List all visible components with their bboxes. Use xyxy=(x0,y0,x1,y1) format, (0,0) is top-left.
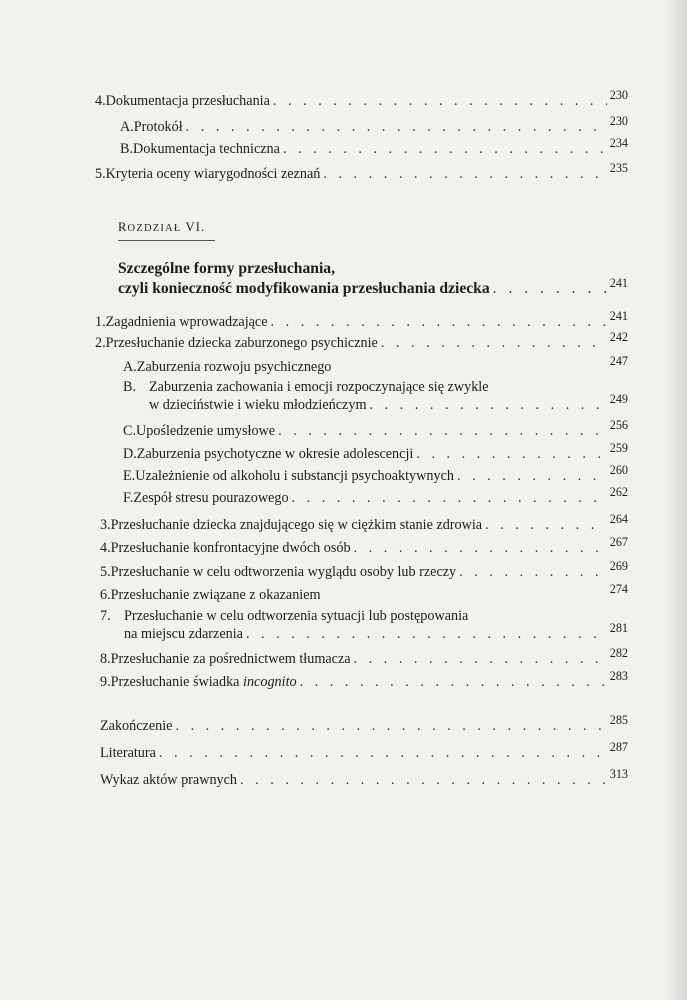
dot-leader xyxy=(354,539,607,557)
entry-title: Zaburzenia rozwoju psychicznego xyxy=(136,359,332,375)
entry-title: Przesłuchanie w celu odtworzenia wyglądu osoby lub rzeczy xyxy=(110,564,457,580)
dot-leader xyxy=(240,771,607,789)
toc-entry xyxy=(95,330,628,352)
entry-title: Zagadnienia wprowadzające xyxy=(105,314,268,330)
chapter-title-line2: czyli konieczność modyfikowania przesłuchania dziecka xyxy=(118,280,490,297)
entry-page: 283 xyxy=(609,669,628,683)
entry-page: 287 xyxy=(609,740,628,754)
entry-number: 7. xyxy=(100,608,111,624)
toc-entry xyxy=(123,441,628,463)
entry-page: 230 xyxy=(609,114,628,128)
entry-number: 1. xyxy=(95,314,106,330)
toc-entry xyxy=(100,582,628,604)
toc-entry xyxy=(100,767,628,789)
toc-entry xyxy=(120,114,628,136)
entry-title: Literatura xyxy=(100,745,156,761)
dot-leader xyxy=(159,744,607,762)
dot-leader xyxy=(485,516,607,534)
entry-title-line1: Przesłuchanie w celu odtworzenia sytuacji lub postępowania xyxy=(124,608,469,624)
entry-page: 242 xyxy=(609,330,628,344)
toc-entry xyxy=(100,646,628,668)
dot-leader xyxy=(278,422,607,440)
entry-title: Zaburzenia psychotyczne w okresie adolescencji xyxy=(136,446,414,462)
dot-leader xyxy=(459,563,607,581)
entry-page: 269 xyxy=(609,559,628,573)
entry-number: F. xyxy=(123,490,134,506)
entry-number: 4. xyxy=(95,93,106,109)
entry-title: Dokumentacja przesłuchania xyxy=(105,93,270,109)
entry-title: Przesłuchanie dziecka znajdującego się w ciężkim stanie zdrowia xyxy=(110,517,483,533)
chapter-label-rest: OZDZIAŁ xyxy=(127,223,182,234)
toc-entry xyxy=(123,378,628,414)
entry-number: 5. xyxy=(95,166,106,182)
toc-entry xyxy=(123,485,628,507)
entry-page: 282 xyxy=(609,646,628,660)
dot-leader xyxy=(457,467,607,485)
chapter-title xyxy=(118,259,628,299)
entry-title: Protokół xyxy=(133,119,183,135)
entry-number: C. xyxy=(123,423,137,439)
entry-page: 247 xyxy=(609,354,628,368)
entry-page: 274 xyxy=(609,582,628,596)
entry-number: D. xyxy=(123,446,137,462)
entry-title-text: Przesłuchanie świadka xyxy=(110,674,244,690)
dot-leader xyxy=(300,673,607,691)
chapter-title-line1: Szczególne formy przesłuchania, xyxy=(118,260,335,277)
entry-page: 230 xyxy=(609,88,628,102)
entry-title: na miejscu zdarzenia xyxy=(124,626,243,642)
entry-title-line1: Zaburzenia zachowania i emocji rozpoczynające się zwykle xyxy=(149,379,489,395)
entry-page: 241 xyxy=(609,309,628,323)
entry-title: Upośledzenie umysłowe xyxy=(136,423,276,439)
chapter-label-initial: R xyxy=(118,220,128,234)
dot-leader xyxy=(283,140,607,158)
dot-leader xyxy=(292,489,607,507)
entry-number: E. xyxy=(123,468,136,484)
toc-entry xyxy=(100,669,628,691)
entry-page: 264 xyxy=(609,512,628,526)
dot-leader xyxy=(493,279,607,299)
entry-page: 313 xyxy=(609,767,628,781)
chapter-rule xyxy=(118,240,215,241)
toc-entry xyxy=(123,418,628,440)
entry-page: 285 xyxy=(609,713,628,727)
entry-number: 3. xyxy=(100,517,111,533)
chapter-label xyxy=(118,220,205,235)
entry-title: Przesłuchanie za pośrednictwem tłumacza xyxy=(110,651,351,667)
entry-number: B. xyxy=(120,141,134,157)
toc-entry xyxy=(95,88,628,110)
toc-entry xyxy=(100,559,628,581)
entry-title: Zakończenie xyxy=(100,718,173,734)
entry-page: 234 xyxy=(609,136,628,150)
entry-title: Uzależnienie od alkoholu i substancji psychoaktywnych xyxy=(135,468,454,484)
entry-number: 2. xyxy=(95,335,106,351)
entry-page: 260 xyxy=(609,463,628,477)
page-edge-shadow xyxy=(663,0,687,1000)
entry-title: Zespół stresu pourazowego xyxy=(133,490,289,506)
entry-page: 235 xyxy=(609,161,628,175)
dot-leader xyxy=(186,118,607,136)
entry-page: 249 xyxy=(609,392,628,406)
entry-title: Przesłuchanie związane z okazaniem xyxy=(110,587,321,603)
dot-leader xyxy=(416,445,606,463)
dot-leader xyxy=(323,165,606,183)
entry-number: 5. xyxy=(100,564,111,580)
toc-entry xyxy=(100,512,628,534)
chapter-page: 241 xyxy=(609,276,628,290)
toc-entry xyxy=(95,161,628,183)
entry-title-italic: incognito xyxy=(243,674,297,690)
entry-page: 281 xyxy=(609,621,628,635)
dot-leader xyxy=(246,625,607,643)
entry-number: 4. xyxy=(100,540,111,556)
entry-page: 256 xyxy=(609,418,628,432)
entry-number: B. xyxy=(123,379,137,395)
entry-title: Dokumentacja techniczna xyxy=(133,141,280,157)
entry-number: 8. xyxy=(100,651,111,667)
toc-entry xyxy=(123,354,628,376)
dot-leader xyxy=(175,717,606,735)
toc-entry xyxy=(123,463,628,485)
entry-number: A. xyxy=(120,119,134,135)
entry-title: Kryteria oceny wiarygodności zeznań xyxy=(105,166,321,182)
entry-title: Przesłuchanie konfrontacyjne dwóch osób xyxy=(110,540,351,556)
chapter-numeral: VI. xyxy=(185,220,206,234)
toc-entry xyxy=(100,713,628,735)
entry-title: w dzieciństwie i wieku młodzieńczym xyxy=(149,397,367,413)
toc-entry xyxy=(120,136,628,158)
entry-title: Wykaz aktów prawnych xyxy=(100,772,238,788)
entry-title: Przesłuchanie dziecka zaburzonego psychicznie xyxy=(105,335,378,351)
entry-title xyxy=(111,673,297,691)
entry-number: 6. xyxy=(100,587,111,603)
entry-page: 259 xyxy=(609,441,628,455)
dot-leader xyxy=(271,313,607,331)
entry-number: A. xyxy=(123,359,137,375)
dot-leader xyxy=(369,396,606,414)
dot-leader xyxy=(381,334,607,352)
entry-number: 9. xyxy=(100,674,111,690)
toc-entry xyxy=(100,607,628,643)
entry-page: 262 xyxy=(609,485,628,499)
dot-leader xyxy=(273,92,607,110)
toc-entry xyxy=(100,535,628,557)
dot-leader xyxy=(354,650,607,668)
entry-page: 267 xyxy=(609,535,628,549)
toc-entry xyxy=(95,309,628,331)
toc-entry xyxy=(100,740,628,762)
